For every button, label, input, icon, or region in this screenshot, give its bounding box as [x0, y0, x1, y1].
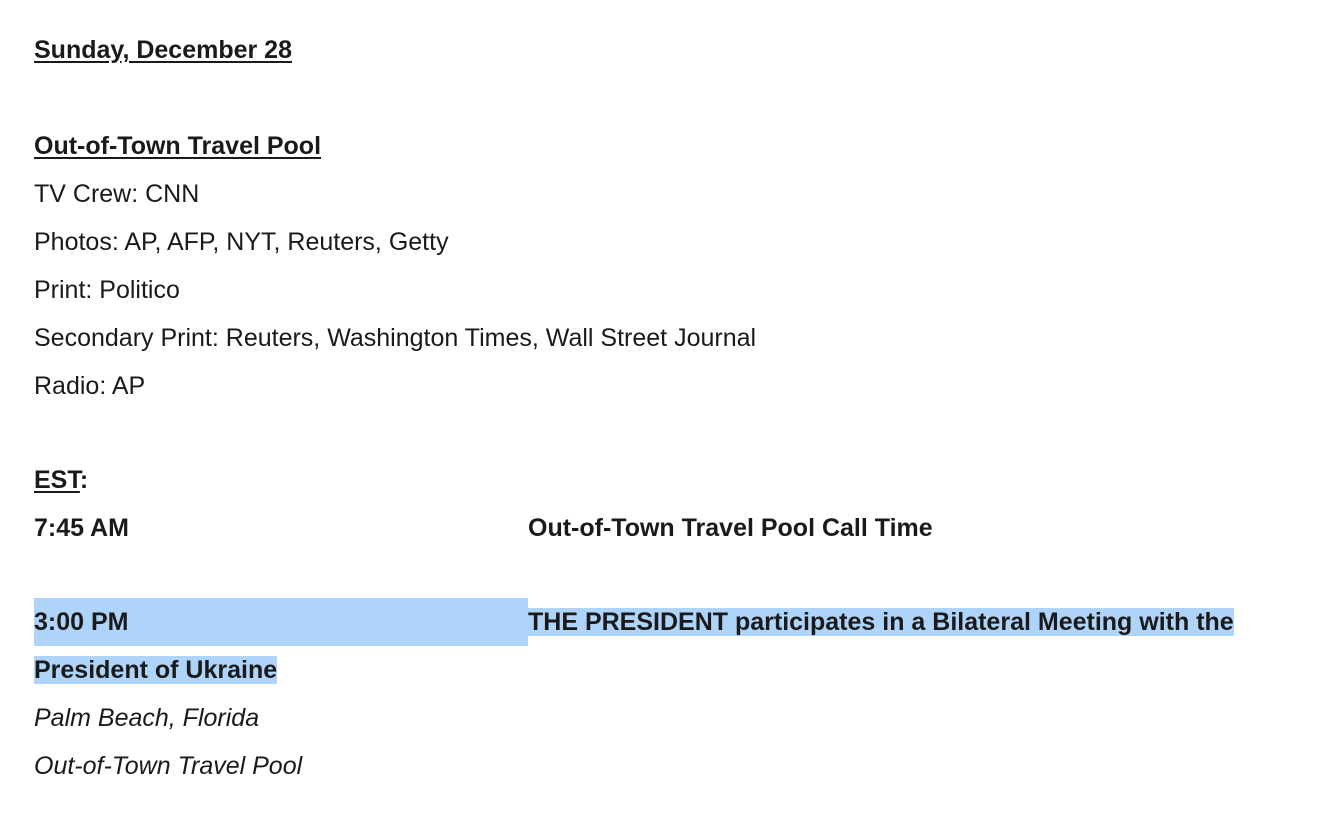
timezone-suffix: :	[79, 466, 89, 494]
schedule-row-highlighted	[34, 598, 1286, 646]
spacer	[34, 410, 1286, 456]
schedule-time: 3:00 PM	[34, 598, 528, 646]
timezone-label: EST	[34, 466, 80, 494]
timezone-label-row	[34, 456, 1286, 504]
pool-section-heading: Out-of-Town Travel Pool	[34, 132, 322, 160]
schedule-description: THE PRESIDENT participates in a Bilateral Meeting with the	[528, 608, 1234, 636]
pool-entry-tv-crew: TV Crew: CNN	[34, 180, 200, 208]
schedule-time: 7:45 AM	[34, 514, 129, 542]
pool-entry-radio: Radio: AP	[34, 372, 146, 400]
schedule-pool: Out-of-Town Travel Pool	[34, 752, 303, 780]
spacer	[34, 552, 1286, 598]
schedule-description: Out-of-Town Travel Pool Call Time	[528, 514, 933, 542]
pool-entry-secondary-print: Secondary Print: Reuters, Washington Times, Wall Street Journal	[34, 324, 757, 352]
schedule-description-continued-row	[34, 646, 1286, 694]
schedule-row	[34, 504, 1286, 552]
schedule-description-continued: President of Ukraine	[34, 656, 278, 684]
spacer	[34, 74, 1286, 122]
schedule-location: Palm Beach, Florida	[34, 704, 260, 732]
date-heading: Sunday, December 28	[34, 36, 292, 64]
pool-entry-photos: Photos: AP, AFP, NYT, Reuters, Getty	[34, 228, 449, 256]
pool-entry-print: Print: Politico	[34, 276, 180, 304]
